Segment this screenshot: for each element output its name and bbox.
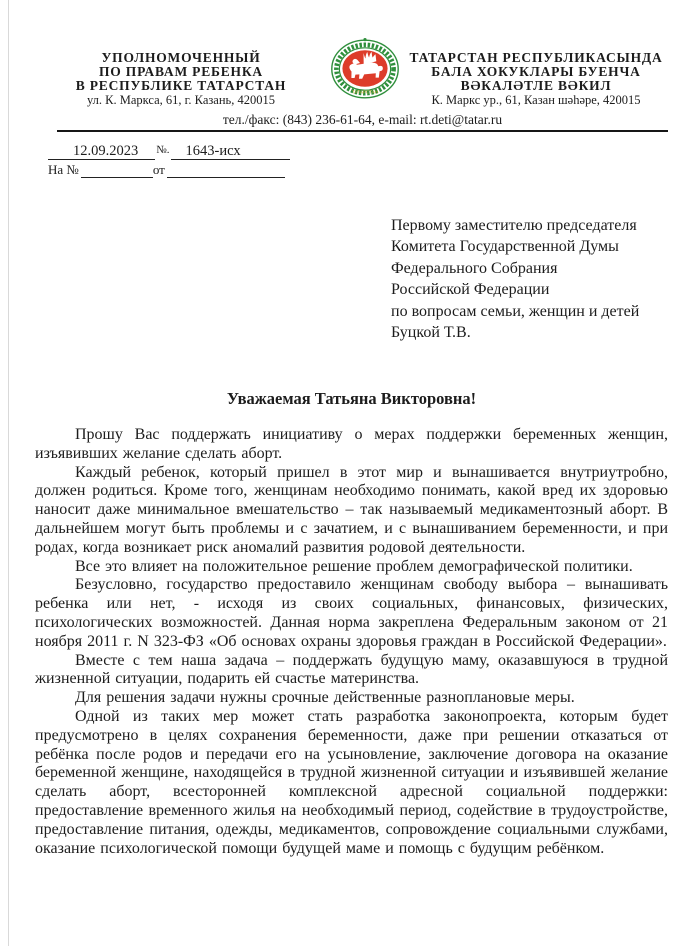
body-paragraph: Одной из таких мер может стать разработка законопроекта, которым будет предусмотрено в целях сохранения беременности, даже при решении отказаться от ребёнка после родов и передачи его на усыновление, заключение договора на оказание беременной женщине, находящейся в трудной жизненной ситуации и изъявившей желание сделать аборт, всесторонней комплексной адресной социальной поддержки: предоставление временного жилья на необходимый период, содействие в трудоустройстве, предоставление питания, одежды, медикаментов, сопровождение социальными службами, оказание психологической помощи будущей маме и помощь с будущим ребёнком. <box>35 707 668 857</box>
body-paragraph: Все это влияет на положительное решение проблем демографической политики. <box>75 557 633 575</box>
letterhead-russian <box>55 51 307 107</box>
org-name-tt-line1: ТАТАРСТАН РЕСПУБЛИКАСЫНДА <box>409 50 663 65</box>
body-paragraph: Безусловно, государство предоставило женщинам свободу выбора – вынашивать ребенка или нет, - исходя из своих социальных, финансовых, физических, психологических возможностей. Данная норма закреплена Федеральным законом от 21 ноября 2011 г. N 323-ФЗ «Об основах охраны здоровья граждан в Российской Федерации». <box>35 576 668 650</box>
number-sign-label: №. <box>156 144 170 156</box>
letter-body <box>35 426 668 858</box>
underline-segment <box>81 163 153 178</box>
salutation: Уважаемая Татьяна Викторовна! <box>226 389 477 408</box>
underline-segment <box>171 145 183 160</box>
recipient-line: по вопросам семьи, женщин и детей <box>391 302 640 320</box>
org-name-ru-line3: В РЕСПУБЛИКЕ ТАТАРСТАН <box>75 77 287 93</box>
body-paragraph: Прошу Вас поддержать инициативу о мерах поддержки беременных женщин, изъявивших желание сделать аборт. <box>35 426 668 462</box>
body-paragraph: Для решения задачи нужны срочные действенные разноплановые меры. <box>75 689 575 707</box>
reference-block <box>48 143 290 178</box>
recipient-line: Федерального Собрания <box>391 259 558 277</box>
org-address-ru: ул. К. Маркса, 61, г. Казань, 420015 <box>86 93 275 108</box>
recipient-line: Комитета Государственной Думы <box>391 238 619 256</box>
tatarstan-emblem-icon <box>330 37 400 101</box>
reply-prefix-label: На № <box>48 162 79 177</box>
recipient-line: Первому заместителю председателя <box>391 217 637 234</box>
letterhead-divider <box>57 130 668 132</box>
body-paragraph: Каждый ребенок, который пришел в этот мир и вынашивается внутриутробно, должен родиться. Кроме того, женщинам необходимо понимать, какой вред их здоровью наносит даже минимальное вмешательство – так называемый медикаментозный аборт. В дальнейшем могут быть проблемы и с зачатием, и с вынашиванием беременности, и при родах, когда возникает риск аномалий развития родовой деятельности. <box>35 463 668 556</box>
svg-text:ТАТАРСТАН: ТАТАРСТАН <box>351 89 379 95</box>
outgoing-number: 1643-исх <box>183 143 244 160</box>
org-name-ru-line2: ПО ПРАВАМ РЕБЕНКА <box>99 63 263 79</box>
reply-from-label: от <box>152 162 165 177</box>
letter-date: 12.09.2023 <box>70 143 141 160</box>
body-paragraph: Вместе с тем наша задача – поддержать будущую маму, оказавшуюся в трудной жизненной ситуации, подарить ей счастье материнства. <box>35 651 668 688</box>
scan-edge-line <box>8 0 9 946</box>
letterhead-tatar <box>398 51 674 107</box>
recipient-block <box>391 215 671 343</box>
reply-to-row <box>48 161 290 178</box>
org-name-tt-line3: ВӘКАЛӘТЛЕ ВӘКИЛ <box>460 77 612 93</box>
underline-segment <box>48 145 70 160</box>
underline-segment <box>244 145 290 160</box>
org-name-tt-line2: БАЛА ХОКУКЛАРЫ БУЕНЧА <box>431 63 641 79</box>
org-name-ru-line1: УПОЛНОМОЧЕННЫЙ <box>101 50 261 65</box>
outgoing-number-row <box>48 143 290 160</box>
underline-segment <box>141 145 155 160</box>
recipient-name: Буцкой Т.В. <box>391 324 471 342</box>
org-address-tt: К. Маркс ур., 61, Казан шәһәре, 420015 <box>431 93 641 108</box>
contact-line: тел./факс: (843) 236-61-64, e-mail: rt.deti@tatar.ru <box>222 112 503 127</box>
underline-segment <box>167 163 285 178</box>
recipient-line: Российской Федерации <box>391 281 550 299</box>
